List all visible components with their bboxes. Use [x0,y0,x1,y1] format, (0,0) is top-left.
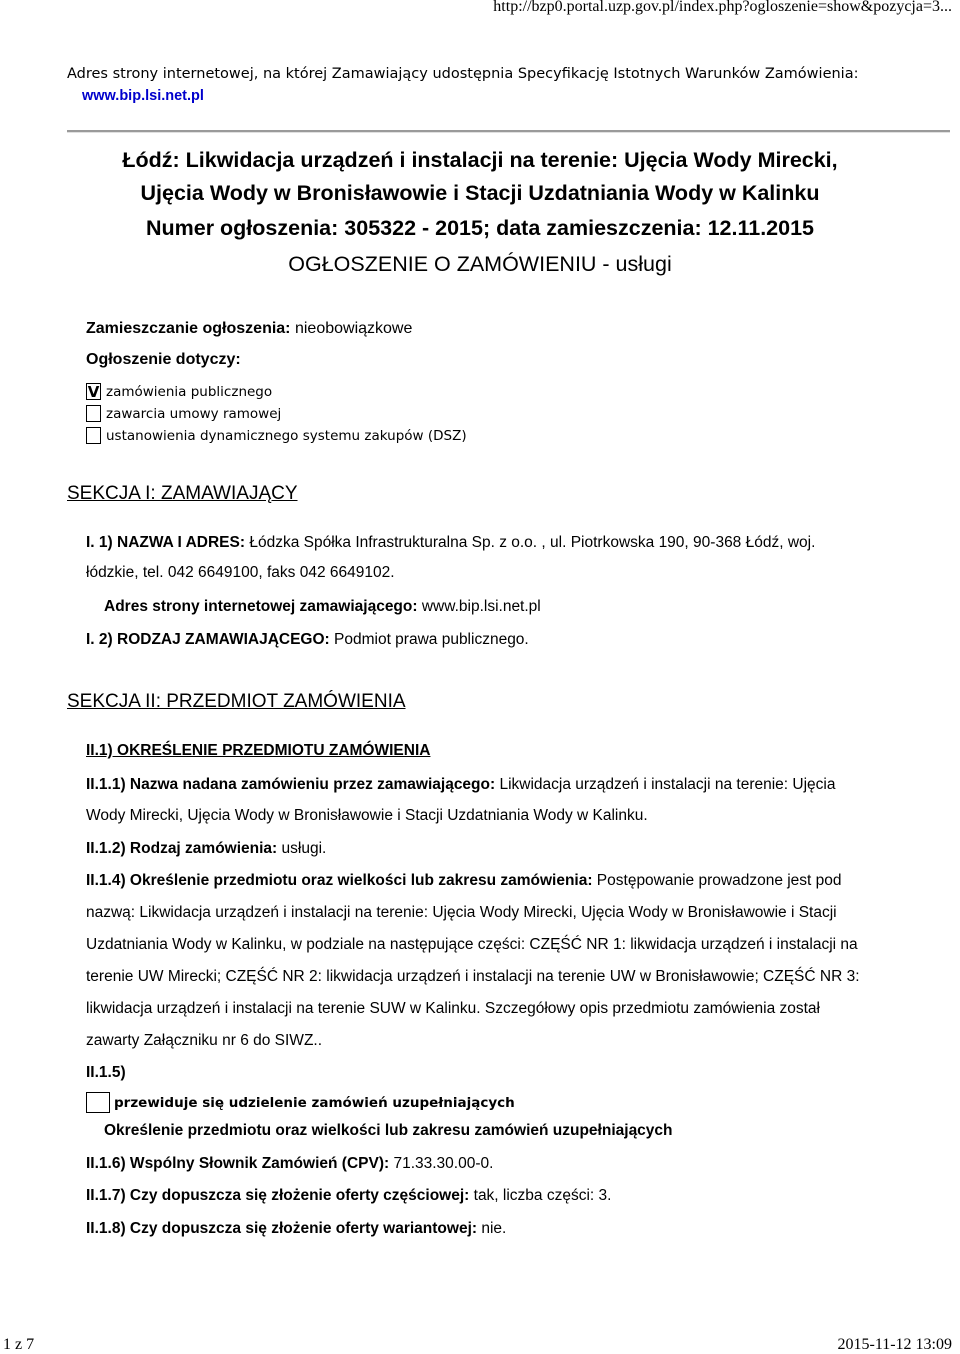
variant-offer-row [86,1220,506,1238]
section2-subheading: II.1) OKREŚLENIE PRZEDMIOTU ZAMÓWIENIA [86,742,431,759]
section2-heading: SEKCJA II: PRZEDMIOT ZAMÓWIENIA [67,691,406,712]
placement-value: nieobowiązkowe [290,320,413,337]
contract-desc-label: II.1.4) Określenie przedmiotu oraz wielkości lub zakresu zamówienia: [86,872,593,889]
checkbox-supplementary-label: przewiduje się udzielenie zamówień uzupełniających [114,1095,515,1111]
checkbox-public-contract-label: zamówienia publicznego [106,384,273,400]
notice-title-line1: Łódź: Likwidacja urządzeń i instalacji na terenie: Ujęcia Wody Mirecki, [122,148,838,172]
contracting-website-value: www.bip.lsi.net.pl [417,598,541,615]
contract-kind-label: II.1.2) Rodzaj zamówienia: [86,840,278,857]
contract-desc-line6: zawarty Załączniku nr 6 do SIWZ.. [86,1032,323,1049]
item-15-label: II.1.5) [86,1064,126,1081]
contract-desc-line5: likwidacja urządzeń i instalacji na terenie SUW w Kalinku. Szczegółowy opis przedmiotu zamówienia został [86,1000,820,1017]
notice-title-line3: Numer ogłoszenia: 305322 - 2015; data zamieszczenia: 12.11.2015 [145,216,815,240]
section1-heading: SEKCJA I: ZAMAWIAJĄCY [67,483,298,504]
contracting-name-line1 [86,534,815,552]
contract-kind-value: usługi. [277,840,327,857]
partial-offer-value: tak, liczba części: 3. [469,1187,612,1204]
contract-kind-row [86,840,326,858]
contracting-type-label: I. 2) RODZAJ ZAMAWIAJĄCEGO: [86,631,330,648]
header-divider [67,130,950,133]
contracting-type-row [86,631,529,649]
contract-name-label: II.1.1) Nazwa nadana zamówieniu przez zamawiającego: [86,776,496,793]
variant-offer-value: nie. [477,1220,507,1237]
cpv-value: 71.33.30.00-0. [389,1155,494,1172]
contracting-website-label: Adres strony internetowej zamawiającego: [104,598,418,615]
contract-name-line2: Wody Mirecki, Ujęcia Wody w Bronisławowie i Stacji Uzdatniania Wody w Kalinku. [86,807,648,824]
contracting-name-value: Łódzka Spółka Infrastrukturalna Sp. z o.o. , ul. Piotrkowska 190, 90-368 Łódź, woj. [245,534,816,551]
placement-row [86,320,412,338]
checkbox-dsz-label: ustanowienia dynamicznego systemu zakupów (DSZ) [106,428,467,444]
supplementary-desc-label: Określenie przedmiotu oraz wielkości lub zakresu zamówień uzupełniających [104,1122,673,1139]
placement-label: Zamieszczanie ogłoszenia: [86,320,291,337]
contract-desc-line4: terenie UW Mirecki; CZĘŚĆ NR 2: likwidacja urządzeń i instalacji na terenie UW w Bronisławowie; CZĘŚĆ NR 3: [86,968,860,985]
notice-title-line2: Ujęcia Wody w Bronisławowie i Stacji Uzdatniania Wody w Kalinku [140,181,820,205]
print-datetime: 2015-11-12 13:09 [837,1336,952,1353]
contract-desc-line1 [86,872,842,890]
checkbox-public-contract[interactable]: V [87,383,100,401]
contract-desc-line2: nazwą: Likwidacja urządzeń i instalacji na terenie: Ujęcia Wody Mirecki, Ujęcia Wody w Bronisławowie i Stacji [86,904,837,921]
contracting-type-value: Podmiot prawa publicznego. [329,631,529,648]
notice-subtitle: OGŁOSZENIE O ZAMÓWIENIU - usługi [288,252,672,276]
contracting-name-label: I. 1) NAZWA I ADRES: [86,534,246,551]
checkbox-framework-agreement-label: zawarcia umowy ramowej [106,406,282,422]
contracting-website-row [104,598,541,616]
checkbox-framework-agreement[interactable] [86,405,101,422]
checkbox-dsz[interactable] [86,427,101,444]
contract-desc-value: Postępowanie prowadzone jest pod [592,872,842,889]
siwz-link[interactable]: www.bip.lsi.net.pl [82,88,204,104]
concerns-label: Ogłoszenie dotyczy: [86,351,241,368]
page-counter: 1 z 7 [3,1336,35,1353]
contract-desc-line3: Uzdatniania Wody w Kalinku, w podziale na następujące części: CZĘŚĆ NR 1: likwidacja urządzeń i instalacji na [86,936,858,953]
contract-name-value: Likwidacja urządzeń i instalacji na terenie: Ujęcia [495,776,836,793]
variant-offer-label: II.1.8) Czy dopuszcza się złożenie oferty wariantowej: [86,1220,478,1237]
print-url: http://bzp0.portal.uzp.gov.pl/index.php?ogloszenie=show&pozycja=3... [493,0,952,15]
contract-name-line1 [86,776,835,794]
contracting-name-line2: łódzkie, tel. 042 6649100, faks 042 6649102. [86,564,395,581]
cpv-label: II.1.6) Wspólny Słownik Zamówień (CPV): [86,1155,390,1172]
checkbox-supplementary[interactable] [86,1092,110,1113]
partial-offer-label: II.1.7) Czy dopuszcza się złożenie oferty częściowej: [86,1187,470,1204]
siwz-address-label: Adres strony internetowej, na której Zamawiający udostępnia Specyfikację Istotnych Warunków Zamówienia: [67,66,859,82]
partial-offer-row [86,1187,611,1205]
cpv-row [86,1155,493,1173]
